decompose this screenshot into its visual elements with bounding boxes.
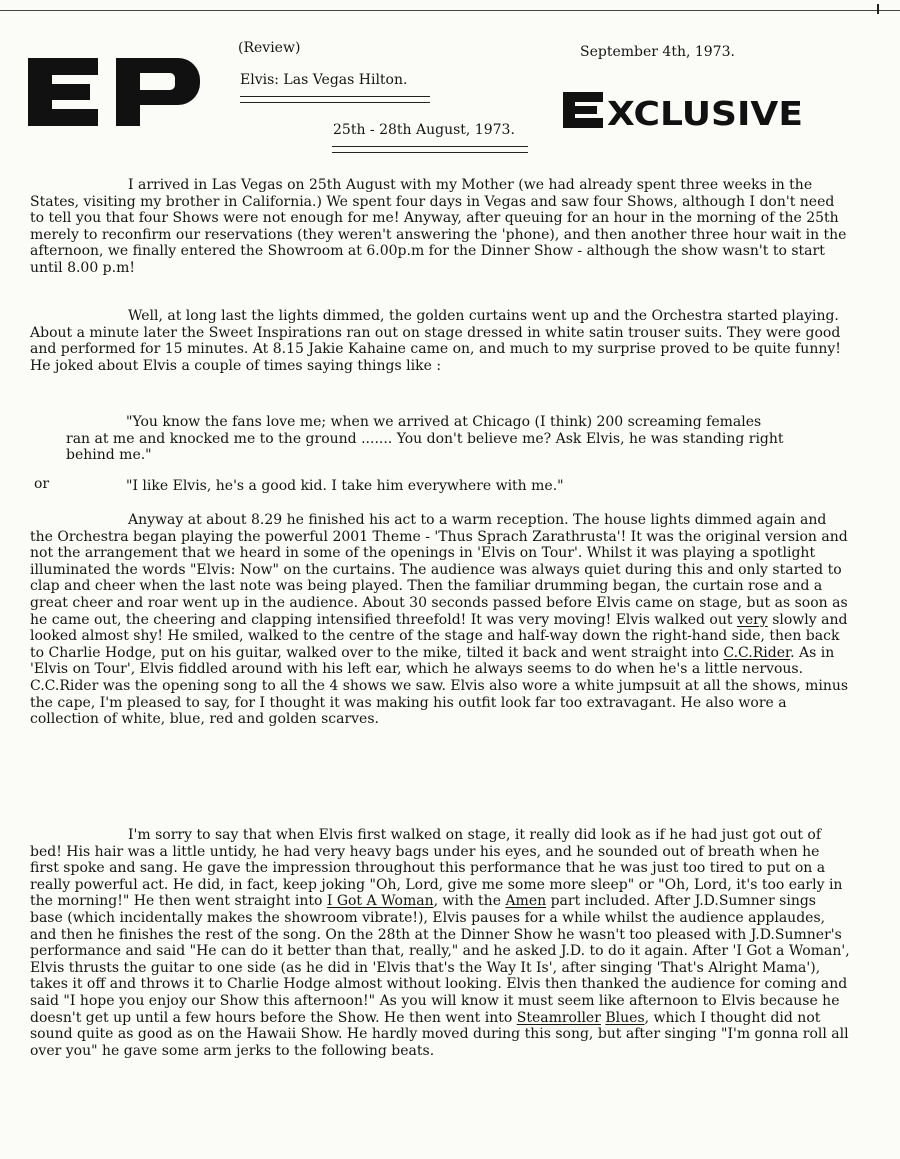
issue-date: September 4th, 1973. — [580, 44, 735, 60]
exclusive-logo — [563, 92, 805, 128]
paragraph-4-text-b: , with the — [433, 893, 506, 910]
paragraph-3-text-b: slowly and looked almost shy! He smiled, walked to the centre of the stage and half-way down the right-hand side, then back to Charlie Hodge, put on his guitar, walked over to the mike, tilted it back and went straight into — [30, 611, 848, 661]
paragraph-3-text-a: Anyway at about 8.29 he finished his act to a warm reception. The house lights dimmed again and the Orchestra began playing the powerful 2001 Theme - 'Thus Sprach Zarathrusta'! It was the original version and not the arrangement that we heard in some of the openings in 'Elvis on Tour'. Whilst it was playing a spotlight illuminated the words "Elvis: Now" on the curtains. The audience was always quiet during this and only started to clap and cheer when the last note was being played. Then the familiar drumming began, the curtain rose and a great cheer and roar went up in the audience. About 30 seconds passed before Elvis came on stage, but as soon as he came out, the cheering and clapping intensified threefold! It was very moving! Elvis walked out — [30, 512, 848, 628]
exclusive-text: XCLUSIVE — [607, 94, 803, 128]
paragraph-2-text: Well, at long last the lights dimmed, the golden curtains went up and the Orchestra started playing. About a minute later the Sweet Inspirations ran out on stage dressed in white satin trouser suits. They were good and performed for 15 minutes. At 8.15 Jakie Kahaine came on, and much to my surprise proved to be quite funny! He joked about Elvis a couple of times saying things like : — [30, 308, 841, 374]
quote-1: "You know the fans love me; when we arrived at Chicago (I think) 200 screaming females ran at me and knocked me to the ground ....... You don't believe me? Ask Elvis, he was standing right behind me." — [66, 414, 784, 464]
paragraph-1 — [30, 177, 850, 277]
paragraph-4 — [30, 827, 850, 1059]
top-rule — [0, 10, 900, 11]
corner-mark — [877, 4, 879, 14]
paragraph-1-text: I arrived in Las Vegas on 25th August with my Mother (we had already spent three weeks in the States, visiting my brother in California.) We spent four days in Vegas and saw four Shows, although I don't need to tell you that four Shows were not enough for me! Anyway, after queuing for an hour in the morning of the 25th merely to reconfirm our reservations (they weren't answering the 'phone), and then another three hour wait in the afternoon, we finally entered the Showroom at 6.00p.m for the Dinner Show - although the show wasn't to start until 8.00 p.m! — [30, 177, 847, 276]
song-title-blues: Blues — [605, 1009, 645, 1026]
venue-underline — [240, 96, 430, 103]
dates-underline — [332, 146, 528, 153]
quote-2: "I like Elvis, he's a good kid. I take him everywhere with me." — [126, 478, 564, 494]
paragraph-2 — [30, 308, 850, 374]
ep-logo — [28, 58, 200, 126]
or-label: or — [34, 476, 50, 492]
paragraph-4-text-c: part included. After J.D.Sumner sings base (which incidentally makes the showroom vibrate!), Elvis pauses for a while whilst the audience applaudes, and then he finishes the rest of the song. On the 28th at the Dinner Show he wasn't too pleased with J.D.Sumner's performance and said "He can do it better than that, really," and he asked J.D. to do it again. After 'I Got a Woman', Elvis thrusts the guitar to one side (as he did in 'Elvis that's the Way It Is', after singing 'That's Alright Mama'), takes it off and throws it to Charlie Hodge almost without looking. Elvis then thanked the audience for coming and said "I hope you enjoy our Show this afternoon!" As you will know it must seem like afternoon to Elvis because he doesn't get up until a few hours before the Show. He then went into — [30, 893, 850, 1026]
emphasis-very: very — [736, 611, 768, 628]
song-title-steamroller: Steamroller — [516, 1009, 601, 1026]
paragraph-3-text-c: . As in 'Elvis on Tour', Elvis fiddled around with his left ear, which he always seems to do when he's a little nervous. C.C.Rider was the opening song to all the 4 shows we saw. Elvis also wore a white jumpsuit at all the shows, minus the cape, I'm pleased to say, for I thought it was making his outfit look far too extravagant. He also wore a collection of white, blue, red and golden scarves. — [30, 644, 849, 728]
show-dates: 25th - 28th August, 1973. — [333, 122, 515, 138]
venue-title: Elvis: Las Vegas Hilton. — [240, 72, 408, 88]
paragraph-3 — [30, 512, 850, 728]
paragraph-4-text-d: , which I thought did not sound quite as good as on the Hawaii Show. He hardly moved during this song, but after singing "I'm gonna roll all over you" he gave some arm jerks to the following beats. — [30, 1009, 849, 1059]
song-title-i-got-a-woman: I Got A Woman — [326, 893, 434, 910]
review-label: (Review) — [238, 40, 301, 56]
paragraph-4-text-a: I'm sorry to say that when Elvis first walked on stage, it really did look as if he had just got out of bed! His hair was a little untidy, he had very heavy bags under his eyes, and he sounded out of breath when he first spoke and sang. He gave the impression throughout this performance that he was just too tired to put on a really powerful act. He did, in fact, keep joking "Oh, Lord, give me some more sleep" or "Oh, Lord, it's too early in the morning!" He then went straight into — [30, 827, 843, 910]
song-title-cc-rider: C.C.Rider — [723, 644, 791, 661]
song-word-amen: Amen — [505, 893, 547, 910]
